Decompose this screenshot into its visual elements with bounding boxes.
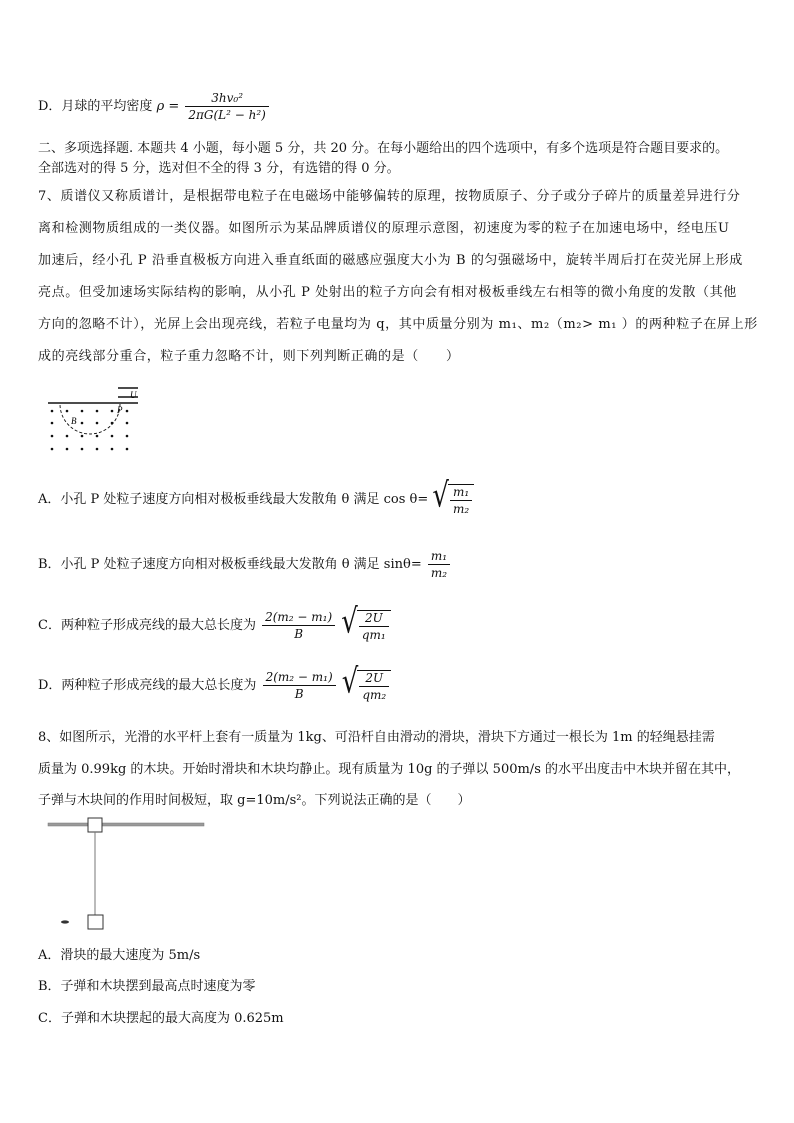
- fig-label-u: U: [130, 390, 137, 400]
- q7-stem-line: 成的亮线部分重合，粒子重力忽略不计，则下列判断正确的是（ ）: [38, 349, 460, 364]
- q8-stem-line: 子弹与木块间的作用时间极短，取 g=10m/s²。下列说法正确的是（ ）: [38, 793, 471, 808]
- section-header-line1: 二、多项选择题. 本题共 4 小题，每小题 5 分，共 20 分。在每小题给出的四个选项中，有多个选项是符合题目要求的。: [38, 141, 729, 156]
- fig-label-p: P: [117, 405, 123, 415]
- q7-stem-line: 方向的忽略不计），光屏上会出现亮线，若粒子电量均为 q，其中质量分别为 m₁、m₂（m₂> m₁ ）的两种粒子在屏上形: [38, 317, 758, 332]
- fig-label-b: B: [71, 416, 77, 426]
- section-header-line2: 全部选对的得 5 分，选对但不全的得 3 分，有选错的得 0 分。: [38, 161, 400, 176]
- horizontal-rod: [48, 823, 204, 826]
- q8-stem-line: 质量为 0.99kg 的木块。开始时滑块和木块均静止。现有质量为 10g 的子弹以 500m/s 的水平出度击中木块并留在其中，: [38, 762, 740, 777]
- q8-option-b: B．子弹和木块摆到最高点时速度为零: [38, 979, 256, 994]
- q8-stem-line: 8、如图所示，光滑的水平杆上套有一质量为 1kg、可沿杆自由滑动的滑块，滑块下方通过一根长为 1m 的轻绳悬挂需: [38, 730, 715, 745]
- q8-option-a: A．滑块的最大速度为 5m/s: [38, 948, 201, 963]
- q7-stem-line: 亮点。但受加速场实际结构的影响，从小孔 P 处射出的粒子方向会有相对极板垂线左右相等的微小角度的发散（其他: [38, 285, 737, 300]
- q8-option-c: C．子弹和木块摆起的最大高度为 0.625m: [38, 1011, 284, 1026]
- wood-block: [88, 915, 103, 929]
- q7-option-c: C．两种粒子形成亮线的最大总长度为 $\frac{\text{2(m₂ − m₁)}}{B}$ √ $\frac{2U}{\text{qm₁}}$: [38, 610, 391, 641]
- slider-block: [88, 818, 102, 832]
- sqrt-expression: √ $\frac{2U}{\text{qm₂}}$: [342, 670, 391, 701]
- q7-option-a: A．小孔 P 处粒子速度方向相对极板垂线最大发散角 θ 满足 cos θ= √ $\frac{\text{m₁}}{\text{m₂}}$: [38, 484, 474, 515]
- q7-option-b: B．小孔 P 处粒子速度方向相对极板垂线最大发散角 θ 满足 sinθ= $\frac{\text{m₁}}{\text{m₂}}$: [38, 550, 452, 579]
- particle-trajectory: [60, 404, 120, 434]
- q7-option-d: D．两种粒子形成亮线的最大总长度为 $\frac{\text{2(m₂ − m₁)}}{B}$ √ $\frac{2U}{\text{qm₂}}$: [38, 670, 391, 701]
- q7-stem-line: 加速后，经小孔 P 沿垂直极板方向进入垂直纸面的磁感应强度大小为 B 的匀强磁场中，旋转半周后打在荧光屏上形成: [38, 253, 743, 268]
- sqrt-expression: √ $\frac{\text{m₁}}{\text{m₂}}$: [432, 484, 474, 515]
- q7-stem-line: 离和检测物质组成的一类仪器。如图所示为某品牌质谱仪的原理示意图，初速度为零的粒子在加速电场中，经电压U: [38, 221, 730, 236]
- q8-pendulum-figure: [44, 812, 214, 936]
- q7-mass-spectrometer-figure: [44, 382, 144, 457]
- q7-stem-line: 7、质谱仪又称质谱计，是根据带电粒子在电磁场中能够偏转的原理，按物质原子、分子或分子碎片的质量差异进行分: [38, 189, 741, 204]
- q6-option-d: D．月球的平均密度 ρ = $\frac{\text{3hv₀²}}{\text{2πG(L² − h²)}}$: [38, 92, 271, 121]
- sqrt-expression: √ $\frac{2U}{\text{qm₁}}$: [341, 610, 390, 641]
- q6-option-d-fraction: $\frac{\text{3hv₀²}}{\text{2πG(L² − h²)}}$: [185, 92, 268, 121]
- bullet: [61, 920, 69, 923]
